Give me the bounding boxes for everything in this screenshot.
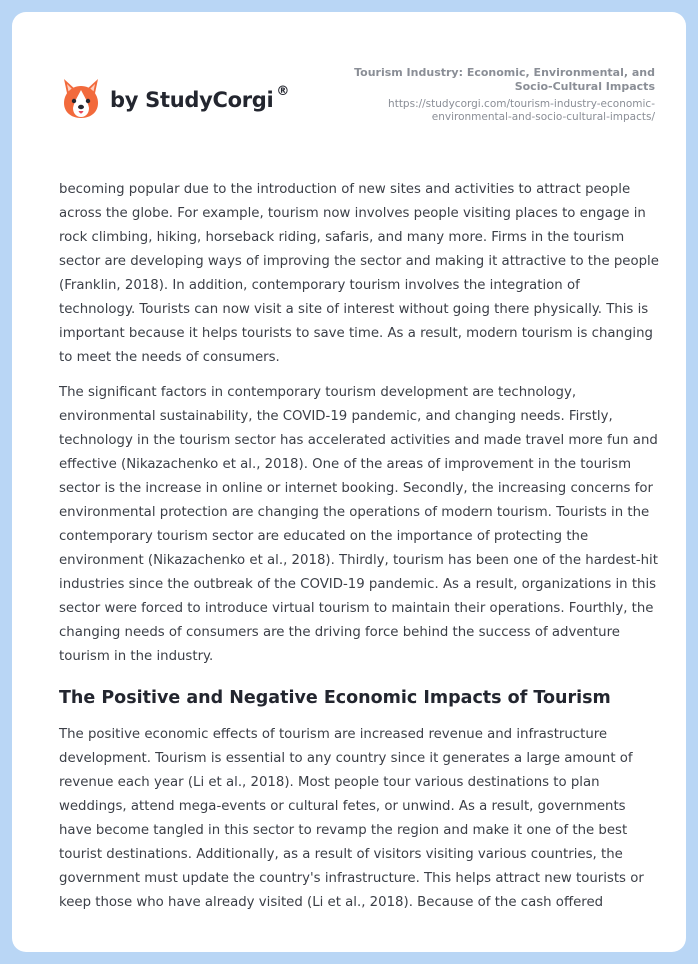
document-page [12, 12, 686, 952]
brand-text: by StudyCorgi [110, 88, 274, 112]
registered-mark: ® [276, 84, 290, 99]
body-paragraph: The positive economic effects of tourism are increased revenue and infrastructure development. Tourism is essential to any country since it generates a large amount of revenue each year (Li et al., 2018). Most people tour various destinations to plan weddings, attend mega-events or cultural fetes, or unwind. As a result, governments have become tangled in this sector to revamp the region and make it one of the best tourist destinations. Additionally, as a result of visitors visiting various countries, the government must update the country's infrastructure. This helps attract new tourists or keep those who have already visited (Li et al., 2018). Because of the cash offered [59, 727, 644, 910]
corgi-logo-icon [60, 76, 102, 120]
document-info [315, 66, 655, 124]
studycorgi-logo[interactable] [60, 76, 289, 120]
brand-name [110, 84, 290, 112]
body-paragraph: The significant factors in contemporary tourism development are technology, environmental sustainability, the COVID-19 pandemic, and changing needs. Firstly, technology in the tourism sector has accelerated activities and made travel more fun and effective (Nikazachenko et al., 2018). One of the areas of improvement in the tourism sector is the increase in online or internet booking. Secondly, the increasing concerns for environmental protection are changing the operations of modern tourism. Tourists in the contemporary tourism sector are educated on the importance of protecting the environment (Nikazachenko et al., 2018). Thirdly, tourism has been one of the hardest-hit industries since the outbreak of the COVID-19 pandemic. As a result, organizations in this sector were forced to introduce virtual tourism to maintain their operations. Fourthly, the changing needs of consumers are the driving force behind the success of adventure tourism in the industry. [59, 385, 658, 664]
page-header [12, 12, 686, 162]
body-paragraph: becoming popular due to the introduction of new sites and activities to attract people across the globe. For example, tourism now involves people visiting places to engage in rock climbing, hiking, horseback riding, safaris, and many more. Firms in the tourism sector are developing ways of improving the sector and making it attractive to the people (Franklin, 2018). In addition, contemporary tourism involves the integration of technology. Tourists can now visit a site of interest without going there physically. This is important because it helps tourists to save time. As a result, modern tourism is changing to meet the needs of consumers. [59, 182, 659, 365]
document-body [59, 178, 659, 926]
document-title: Tourism Industry: Economic, Environmental, and Socio-Cultural Impacts [354, 66, 655, 93]
document-url[interactable]: https://studycorgi.com/tourism-industry-economic-environmental-and-socio-cultural-impacts/ [388, 98, 655, 123]
section-heading: The Positive and Negative Economic Impacts of Tourism [59, 688, 611, 708]
